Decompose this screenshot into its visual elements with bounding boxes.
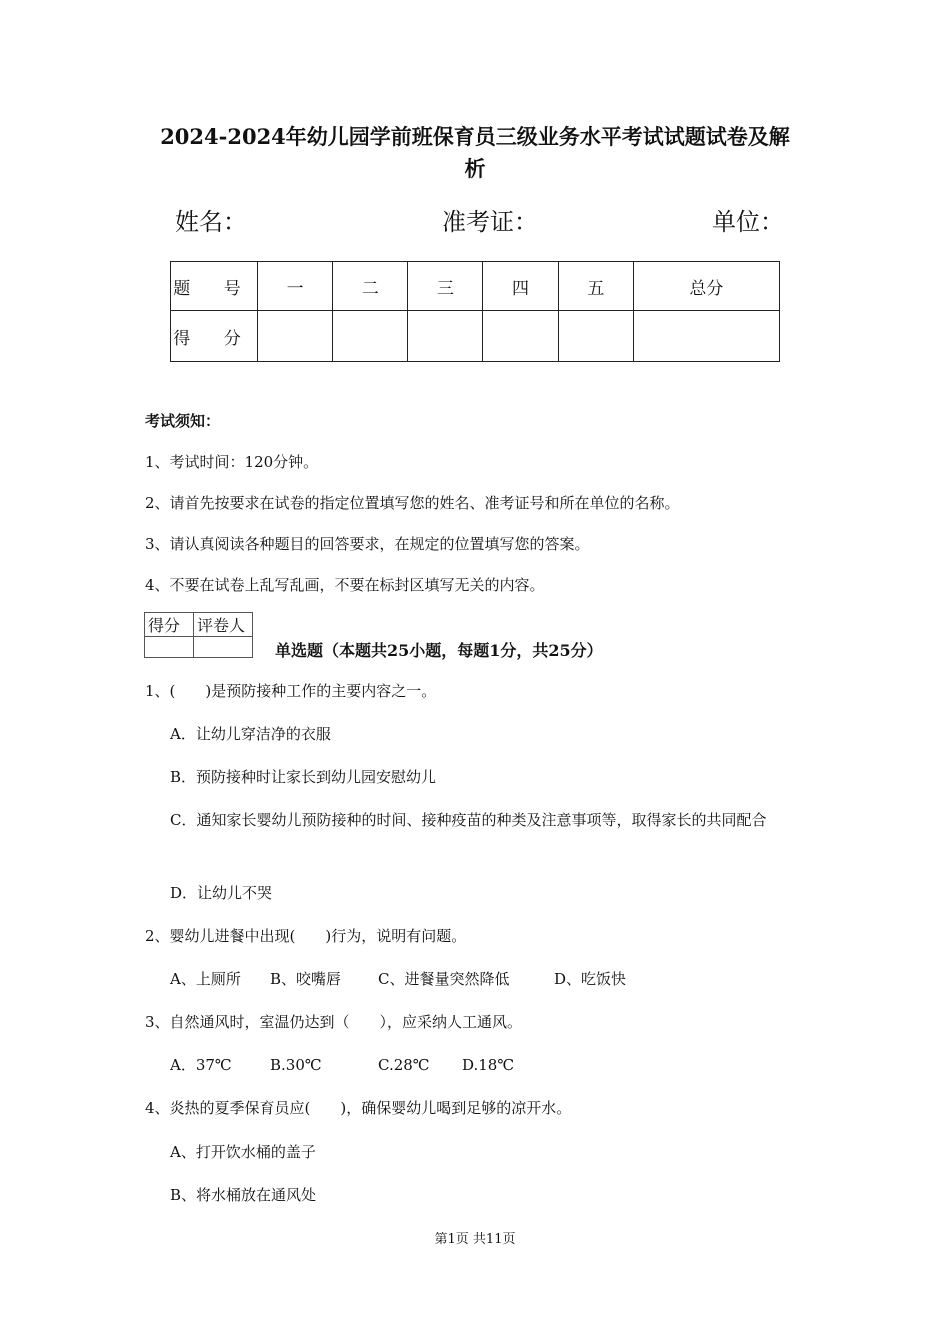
notice-item: 3、请认真阅读各种题目的回答要求，在规定的位置填写您的答案。 <box>145 535 590 553</box>
grader-score-label: 得分 <box>145 613 194 637</box>
notice-item: 2、请首先按要求在试卷的指定位置填写您的姓名、准考证号和所在单位的名称。 <box>145 494 680 512</box>
score-table-cell: 一 <box>258 262 333 311</box>
score-table-cell: 五 <box>558 262 633 311</box>
grader-name-label: 评卷人 <box>194 613 253 637</box>
notice-title: 考试须知： <box>145 412 221 430</box>
question-option: D、吃饭快 <box>554 970 627 988</box>
exam-title-line1: 2024-2024年幼儿园学前班保育员三级业务水平考试试题试卷及解 <box>160 124 790 149</box>
question-option: C、进餐量突然降低 <box>378 970 510 988</box>
score-table-score-row <box>171 311 780 362</box>
question-option: D．让幼儿不哭 <box>170 884 273 902</box>
question-options-row <box>170 1054 514 1076</box>
question-option: B、将水桶放在通风处 <box>170 1186 317 1204</box>
score-row-label: 得 分 <box>171 311 258 362</box>
question-options-row <box>170 968 626 990</box>
score-table-cell: 三 <box>408 262 483 311</box>
question-stem: 1、( )是预防接种工作的主要内容之一。 <box>145 682 437 700</box>
notice-item: 1、考试时间：120分钟。 <box>145 453 319 471</box>
grader-score-cell[interactable] <box>145 637 194 658</box>
score-table-cell: 四 <box>483 262 558 311</box>
question-option: A．37℃ <box>170 1056 232 1074</box>
notice-item: 4、不要在试卷上乱写乱画，不要在标封区填写无关的内容。 <box>145 576 545 594</box>
question-option: B．预防接种时让家长到幼儿园安慰幼儿 <box>170 768 437 786</box>
score-entry-cell[interactable] <box>408 311 483 362</box>
page-footer: 第1页 共11页 <box>434 1232 516 1247</box>
candidate-info-row <box>0 198 950 242</box>
unit-label: 单位： <box>712 208 784 236</box>
question-stem: 4、炎热的夏季保育员应( )，确保婴幼儿喝到足够的凉开水。 <box>145 1099 572 1117</box>
question-option: A．让幼儿穿洁净的衣服 <box>170 725 331 743</box>
ticket-label: 准考证： <box>442 208 538 236</box>
score-table-cell: 题 号 <box>171 262 258 311</box>
score-table-cell: 总分 <box>633 262 779 311</box>
score-entry-cell[interactable] <box>633 311 779 362</box>
score-entry-cell[interactable] <box>333 311 408 362</box>
question-option: C．通知家长婴幼儿预防接种的时间、接种疫苗的种类及注意事项等，取得家长的共同配合 <box>170 811 767 829</box>
question-stem: 3、自然通风时，室温仍达到（ ），应采纳人工通风。 <box>145 1013 523 1031</box>
grader-box <box>144 612 253 658</box>
score-entry-cell[interactable] <box>483 311 558 362</box>
question-option: A、上厕所 <box>170 970 241 988</box>
question-option: D.18℃ <box>462 1056 515 1074</box>
question-stem: 2、婴幼儿进餐中出现( )行为，说明有问题。 <box>145 927 467 945</box>
score-entry-cell[interactable] <box>258 311 333 362</box>
exam-title-line2: 析 <box>464 156 486 181</box>
question-option: B.30℃ <box>270 1056 322 1074</box>
name-label: 姓名： <box>175 208 247 236</box>
section-title: 单选题（本题共25小题，每题1分，共25分） <box>275 641 603 660</box>
question-option: B、咬嘴唇 <box>270 970 342 988</box>
question-option: C.28℃ <box>378 1056 430 1074</box>
score-table-cell: 二 <box>333 262 408 311</box>
score-table <box>170 261 780 362</box>
question-option: A、打开饮水桶的盖子 <box>170 1143 316 1161</box>
score-table-header-row <box>171 262 780 311</box>
score-entry-cell[interactable] <box>558 311 633 362</box>
grader-name-cell[interactable] <box>194 637 253 658</box>
